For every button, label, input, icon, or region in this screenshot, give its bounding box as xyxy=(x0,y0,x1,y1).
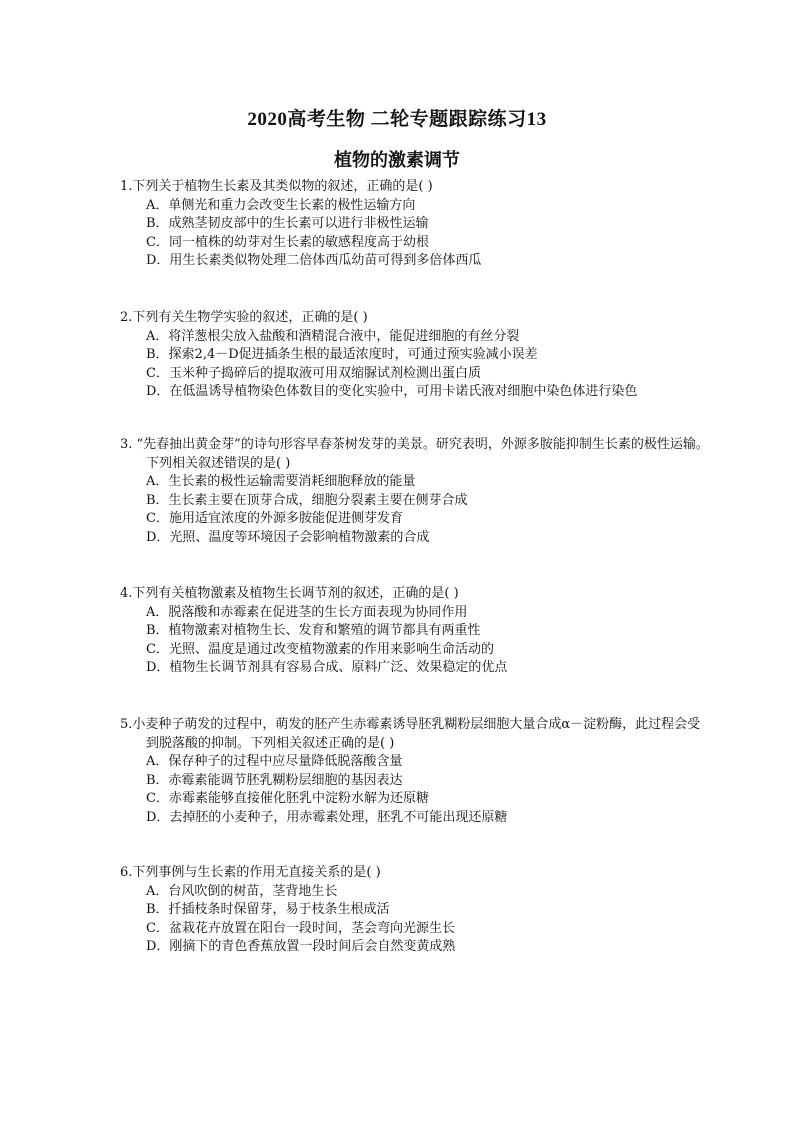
option-list xyxy=(120,328,710,402)
question-5 xyxy=(120,716,710,827)
option-a: A．单侧光和重力会改变生长素的极性运输方向 xyxy=(146,197,416,213)
option-list xyxy=(120,197,710,271)
question-stem: 4.下列有关植物激素及植物生长调节剂的叙述，正确的是( ) xyxy=(120,586,459,601)
option-b: B．植物激素对植物生长、发育和繁殖的调节都具有两重性 xyxy=(146,623,481,638)
option-d: D．刚摘下的青色香蕉放置一段时间后会自然变黄成熟 xyxy=(146,939,456,954)
option-b: B．扦插枝条时保留芽，易于枝条生根成活 xyxy=(146,902,390,917)
option-a: A．生长素的极性运输需要消耗细胞释放的能量 xyxy=(146,474,416,489)
option-c: C．赤霉素能够直接催化胚乳中淀粉水解为还原糖 xyxy=(146,791,429,806)
option-d: D．去掉胚的小麦种子，用赤霉素处理，胚乳不可能出现还原糖 xyxy=(146,809,508,825)
option-d: D．植物生长调节剂具有容易合成、原料广泛、效果稳定的优点 xyxy=(146,660,508,675)
question-stem: 3. “先春抽出黄金芽”的诗句形容早春茶树发芽的美景。研究表明，外源多胺能抑制生长素的极性运输。下列相关叙述错误的是( ) xyxy=(120,437,709,471)
option-c: C．光照、温度是通过改变植物激素的作用来影响生命活动的 xyxy=(146,641,494,657)
question-6 xyxy=(120,864,710,957)
option-c: C．玉米种子捣碎后的提取液可用双缩脲试剂检测出蛋白质 xyxy=(146,365,481,381)
question-3 xyxy=(120,436,710,547)
document-title: 2020高考生物 二轮专题跟踪练习13 xyxy=(247,109,547,130)
option-c: C．施用适宜浓度的外源多胺能促进侧芽发育 xyxy=(146,511,403,526)
option-b: B．生长素主要在顶芽合成，细胞分裂素主要在侧芽合成 xyxy=(146,492,468,508)
option-d: D．用生长素类似物处理二倍体西瓜幼苗可得到多倍体西瓜 xyxy=(146,253,482,268)
option-d: D．光照、温度等环境因子会影响植物激素的合成 xyxy=(146,529,430,545)
option-list xyxy=(120,753,710,827)
document-subtitle: 植物的激素调节 xyxy=(334,150,460,171)
question-1 xyxy=(120,178,710,271)
option-c: C．盆栽花卉放置在阳台一段时间，茎会弯向光源生长 xyxy=(146,920,455,936)
question-stem: 2.下列有关生物学实验的叙述，正确的是( ) xyxy=(120,310,368,325)
option-d: D．在低温诱导植物染色体数目的变化实验中，可用卡诺氏液对细胞中染色体进行染色 xyxy=(146,384,638,399)
question-stem: 6.下列事例与生长素的作用无直接关系的是( ) xyxy=(120,865,381,880)
question-stem: 1.下列关于植物生长素及其类似物的叙述，正确的是( ) xyxy=(120,179,433,194)
option-b: B．成熟茎韧皮部中的生长素可以进行非极性运输 xyxy=(146,216,429,231)
option-b: B．探索2,4－D促进插条生根的最适浓度时，可通过预实验减小误差 xyxy=(146,347,538,362)
option-a: A．将洋葱根尖放入盐酸和酒精混合液中，能促进细胞的有丝分裂 xyxy=(146,328,520,344)
option-a: A．脱落酸和赤霉素在促进茎的生长方面表现为协同作用 xyxy=(146,604,468,620)
option-list xyxy=(120,473,710,547)
option-list xyxy=(120,604,710,678)
question-4 xyxy=(120,585,710,678)
question-stem: 5.小麦种子萌发的过程中，萌发的胚产生赤霉素诱导胚乳糊粉层细胞大量合成α－淀粉酶，此过程会受到脱落酸的抑制。下列相关叙述正确的是( ) xyxy=(120,717,701,751)
option-a: A．保存种子的过程中应尽量降低脱落酸含量 xyxy=(146,754,403,769)
option-a: A．台风吹倒的树苗，茎背地生长 xyxy=(146,883,338,899)
question-2 xyxy=(120,309,710,402)
option-c: C．同一植株的幼芽对生长素的敏感程度高于幼根 xyxy=(146,234,429,250)
option-b: B．赤霉素能调节胚乳糊粉层细胞的基因表达 xyxy=(146,772,403,788)
option-list xyxy=(120,883,710,957)
